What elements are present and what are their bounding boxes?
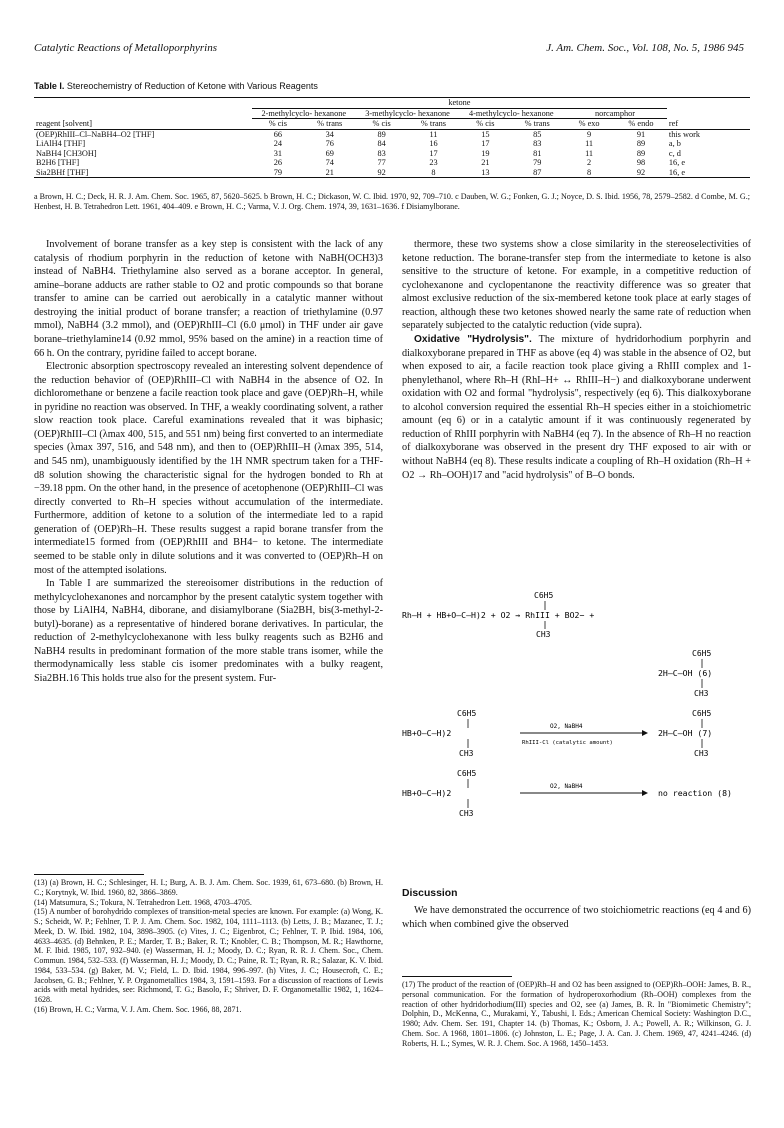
running-head-title: Catalytic Reactions of Metalloporphyrins [34,42,218,54]
substituent-label: C6H5 [692,709,712,718]
table-row [34,158,750,168]
left-column [34,238,383,686]
value-cell: 69 [325,148,334,158]
footnote-rule [402,976,512,977]
value-cell: 92 [356,168,408,178]
subcol-header: % cis [459,119,511,130]
eq8-reactant: HB+O—C—H)2 [402,788,452,798]
reagent-cell: LiAlH4 [THF] [36,139,86,149]
paragraph: Electronic absorption spectroscopy revealed an interesting solvent dependence of the reduction behavior of (OEP)RhIII–Cl with NaBH4 in the absence of O2. In dichloromethane or benzene a facile reaction took place and gave (OEP)Rh–H, while in pyridine no reaction was observed. In THF, a weakly coordinating solvent, a rather slow reaction took place. Careful examinations revealed that it was biphasic; (OEP)RhIII–Cl (λmax 400, 515, and 551 nm) being first converted to an intermediate species (λmax 397, 516, and 548 nm), and then to (OEP)RhIII–H (λmax 395, 514, and 545 nm), unambiguously identified by the 1H NMR spectrum taken for a THF-d8 solution showing the characteristic signal for the hydrogen bonded to Rh at −39.18 ppm. On the other hand, in the presence of acetophenone (OEP)RhIII–Cl was directly converted to Rh–H species without accumulation of the intermediate. Furthermore, addition of ketone to a solution of the intermediate led to a rapid generation of (OEP)Rh–H. These results suggest a rapid borane transfer from the intermediate15 formed from (OEP)RhIII and BH4− to ketone. The intermediate seemed to be stable only in dilute solutions and it was converted to (OEP)Rh–H on most of the attempted isolations. [34,361,383,576]
reagent-cell: (OEP)RhIII–Cl–NaBH4–O2 [THF] [36,129,155,139]
substituent-label: CH3 [694,749,709,758]
value-cell: 83 [377,148,386,158]
value-cell: 34 [325,129,334,139]
value-cell: 24 [273,139,282,149]
table-footnotes: a Brown, H. C.; Deck, H. R. J. Am. Chem. Soc. 1965, 87, 5620–5625. b Brown, H. C.; Dickason, W. C. Ibid. 1970, 92, 709–710. c Dauben, W. G.; Fonken, G. J.; Noyce, D. S. Ibid. 1956, 78, 2579–2582. d Combe, M. G.; Henbest, H. B. Tetrahedron Lett. 1961, 404–409. e Brown, H. C.; Varma, V. J. Org. Chem. 1974, 39, 1631–1636. f Disiamylborane. [34,192,750,212]
table-caption [34,81,318,91]
eq6-reactants: Rh—H + HB+O—C—H)2 + O2 → RhIII + BO2− + [402,610,595,620]
table-title: Stereochemistry of Reduction of Ketone with Various Reagents [66,81,318,91]
value-cell: 9 [587,129,592,139]
substituent-label: C6H5 [457,709,477,718]
reagent-cell: Sia2BHf [THF] [34,168,252,178]
eq6-product: 2H—C—OH (6) [658,668,713,678]
value-cell: 81 [533,148,542,158]
subcol-header: % endo [615,119,667,130]
value-cell: 8 [563,168,615,178]
value-cell: 21 [481,158,490,168]
reaction-scheme [402,592,754,882]
value-cell: 87 [511,168,563,178]
value-cell: 77 [377,158,386,168]
table-body [34,129,750,178]
value-cell: 23 [429,158,438,168]
value-cell: 11 [585,139,594,149]
value-cell: 84 [377,139,386,149]
substituent-label: C6H5 [692,649,712,658]
paragraph: In Table I are summarized the stereoisomer distributions in the reduction of methylcyclohexanones and norcamphor by the present catalytic system together with those by LiAlH4, NaBH4, diborane, and disiamylborane (Sia2BH, bis(3-methyl-2-butyl)-borane) as a representative of hindered borane derivatives. In particular, the reduction of 2-methylcyclohexanone with less bulky reagents such as B2H6 and NaBH4 results in predominant formation of the more stable trans isomer, while the thermodynamically less stable cis isomer predominates with a bulky reagent, Sia2BH.16 This holds true also for the present system. Fur- [34,578,383,684]
ref-header: ref [667,119,750,130]
paragraph [402,333,751,482]
value-cell: 91 [636,129,646,139]
value-cell: 13 [459,168,511,178]
substituent-label: CH3 [459,749,474,758]
table-group-header: ketone [252,98,667,109]
reagent-cell: B2H6 [THF] [36,158,80,168]
col-ketone-4: norcamphor [563,108,667,119]
ref-cell: 16, e [668,158,686,168]
discussion-heading: Discussion [402,888,458,899]
substituent-label: CH3 [536,630,551,639]
value-cell: 89 [636,148,646,158]
value-cell: 19 [481,148,490,158]
value-cell: 2 [587,158,592,168]
substituent-label: C6H5 [534,592,554,600]
substituent-label: CH3 [694,689,709,698]
section-heading: Oxidative "Hydrolysis". [414,333,532,345]
subcol-header: % trans [304,119,356,130]
eq8-product: no reaction (8) [658,788,732,798]
value-cell: 92 [615,168,667,178]
references-text: (17) The product of the reaction of (OEP)Rh–H and O2 has been assigned to (OEP)Rh–OOH: James, B. R., personal communication. For the formation of hydroperoxorhodium (Rh–OOH) complexes from the reaction of other hydridorhodium(III) species and O2, see (a) James, B. R. In "Biomimetic Chemistry"; Dolphin, D., McKenna, C., Murakami, Y., Tabushi, I. Eds.; American Chemical Society: Washington D.C., 1980; Adv. Chem. Ser. 191, Chapter 14. (b) Thomas, K.; Osborn, J. A.; Powell, A. R.; Wilkinson, G. J. Chem. Soc. A 1968, 1801–1806. (c) Johnston, L. E.; Page, J. A. Can. J. Chem. 1969, 47, 4241–4246. (d) Roberts, H. L.; Symes, W. R. J. Chem. Soc. A 1968, 1450–1453. [402,980,751,1048]
ref-cell: a, b [668,139,681,149]
substituent-label: C6H5 [457,769,477,778]
value-cell: 79 [252,168,304,178]
eq7-condition-bottom: RhIII-Cl (catalytic amount) [522,740,613,746]
value-cell: 17 [481,139,490,149]
col-ketone-3: 4-methylcyclo- hexanone [459,108,563,119]
value-cell: 76 [325,139,334,149]
value-cell: 11 [429,129,438,139]
paragraph: Involvement of borane transfer as a key step is consistent with the lack of any catalysis of rhodium porphyrin in the reduction of ketone with NaBH(OCH3)3 instead of NaBH4. Triethylamine also served as a borane acceptor. In general, amine–borane adducts are rather stable to O2 and protic compounds so that borane transfer to amine can be carried out aerobically in a catalytic manner without destroying the initial product of borane transfer; a reaction of triethylamine (0.97 mmol), NaBH4 (3.2 mmol), and (OEP)RhIII–Cl (6.0 μmol) in THF under air gave borane–triethylamine14 (0.92 mmol, 95% based on the amine) in a reaction time of 66 h. On the contrary, pyridine failed to accept borane. [34,239,383,359]
ref-cell: c, d [668,148,681,158]
table-label: Table I. [34,81,65,91]
paragraph: thermore, these two systems show a close similarity in the stereoselectivities of ketone reduction. The borane-transfer step from the intermediate to ketone is also sensitive to the structure of ketone. For example, in a competitive reduction of cyclohexanone and cyclopentanone the reactivity difference was so greater that almost exclusive reduction of the six-membered ketone took place at early stages of reaction, although these two ketones showed nearly the same rate of reduction when separately subjected to the catalytic reduction (vide supra). [402,239,751,332]
table-row [34,149,750,159]
subcol-header: % cis [252,119,304,130]
col-ketone-1: 2-methylcyclo- hexanone [252,108,356,119]
footnote-rule [34,874,144,875]
ref-cell: this work [668,129,701,139]
value-cell: 85 [533,129,542,139]
value-cell: 66 [273,129,282,139]
table-row [34,129,750,139]
subcol-header: % exo [563,119,615,130]
value-cell: 17 [429,148,438,158]
eq8-condition: O2, NaBH4 [550,783,583,790]
subcol-header: % cis [356,119,408,130]
eq7-reactant: HB+O—C—H)2 [402,728,452,738]
reagent-cell: NaBH4 [CH3OH] [36,148,97,158]
col-ketone-2: 3-methylcyclo- hexanone [356,108,460,119]
right-column [402,238,751,482]
running-head-citation: J. Am. Chem. Soc., Vol. 108, No. 5, 1986 945 [546,42,744,54]
value-cell: 15 [481,129,490,139]
value-cell: 89 [377,129,386,139]
value-cell: 74 [325,158,334,168]
substituent-label: CH3 [459,809,474,818]
eq7-product: 2H—C—OH (7) [658,728,713,738]
discussion-paragraph: We have demonstrated the occurrence of two stoichiometric reactions (eq 4 and 6) which when combined give the observed [402,905,751,930]
references-right [402,976,751,1048]
value-cell: 8 [408,168,460,178]
value-cell: 26 [273,158,282,168]
value-cell: 31 [273,148,282,158]
value-cell: 89 [636,139,646,149]
table-row [34,168,750,178]
references-left [34,874,383,1015]
ref-cell: 16, e [667,168,750,178]
value-cell: 79 [533,158,542,168]
reagent-header: reagent [solvent] [34,119,252,130]
value-cell: 11 [585,148,594,158]
subcol-header: % trans [408,119,460,130]
references-text: (13) (a) Brown, H. C.; Schlesinger, H. I.; Burg, A. B. J. Am. Chem. Soc. 1939, 61, 673–680. (b) Brown, H. C.; Korytnyk, W. Ibid. 1960, 82, 3866–3869. (14) Matsumura, S.; Tokura, N. Tetrahedron Lett. 1968, 4703–4705. (15) A number of borohydrido complexes of transition-metal species are known. For example: (a) Wong, K. S.; Scheidt, W. P.; Fehlner, T. P. J. Am. Chem. Soc. 1982, 104, 1111–1113. (b) Letts, J. B.; Mazanec, T. J.; Meek, D. W. Ibid. 1982, 104, 3898–3905. (c) Vites, J. C.; Eigenbrot, C.; Fehlner, T. P. Ibid. 1984, 106, 4633–4635. (d) Behnken, P. E.; Marder, T. B.; Baker, R. T.; Knobler, C. B.; Thompson, M. R.; Hawthorne, M. F. Ibid. 1985, 107, 932–940. (e) Wasserman, H. J.; Moody, D. C.; Ryan, R. R. J. Chem. Soc., Chem. Commun. 1984, 532–533. (f) Wasserman, H. J.; Moody, D. C.; Paine, R. T.; Ryan, R. R.; Salazar, K. V. Ibid. 1984, 533–534. (g) Baker, M. V.; Field, L. D. Ibid. 1984, 996–997. (h) Vites, J. C.; Housecroft, C. E.; Jacobsen, G. B.; Fehlner, Y. P. Organometallics 1984, 3, 1591–1593. For a discussion of reactions of Lewis acids with metal hydrides, see: Richmond, T. G.; Basolo, F.; Shriver, D. F. Organometallic 1982, 1, 1624–1628. (16) Brown, H. C.; Varma, V. J. Am. Chem. Soc. 1966, 88, 2871. [34,878,383,1014]
value-cell: 83 [533,139,542,149]
stereochemistry-table [34,97,750,178]
eq7-condition-top: O2, NaBH4 [550,723,583,730]
value-cell: 21 [304,168,356,178]
subcol-header: % trans [511,119,563,130]
paragraph-text: The mixture of hydridorhodium porphyrin and dialkoxyborane prepared in THF as above (eq 4) was stable in the absence of O2, but when exposed to air, a facile reaction took place giving a RhIII complex and 1-phenylethanol, where Rh–H (RhI–H+ ↔ RhIII–H−) and dialkoxyborane underwent oxidation with O2 and formal "hydrolysis", respectively (eq 6). This dialkoxyborane to alcohol conversion required the essential Rh–H species either in a stoichiometric amount (eq 6) or in a catalytic amount if it was continuously regenerated by reduction of RhIII porphyrin with NaBH4 (eq 7). In the absence of Rh–H no reaction of dialkoxyborane was observed in the present dry THF exposed to air with or without NaBH4 (eq 8). These results indicate a coupling of Rh–H oxidation (Rh–H + O2 → Rh–OOH)17 and "acid hydrolysis" of B–O bonds. [402,333,751,481]
value-cell: 16 [429,139,438,149]
table-row [34,139,750,149]
value-cell: 98 [636,158,646,168]
